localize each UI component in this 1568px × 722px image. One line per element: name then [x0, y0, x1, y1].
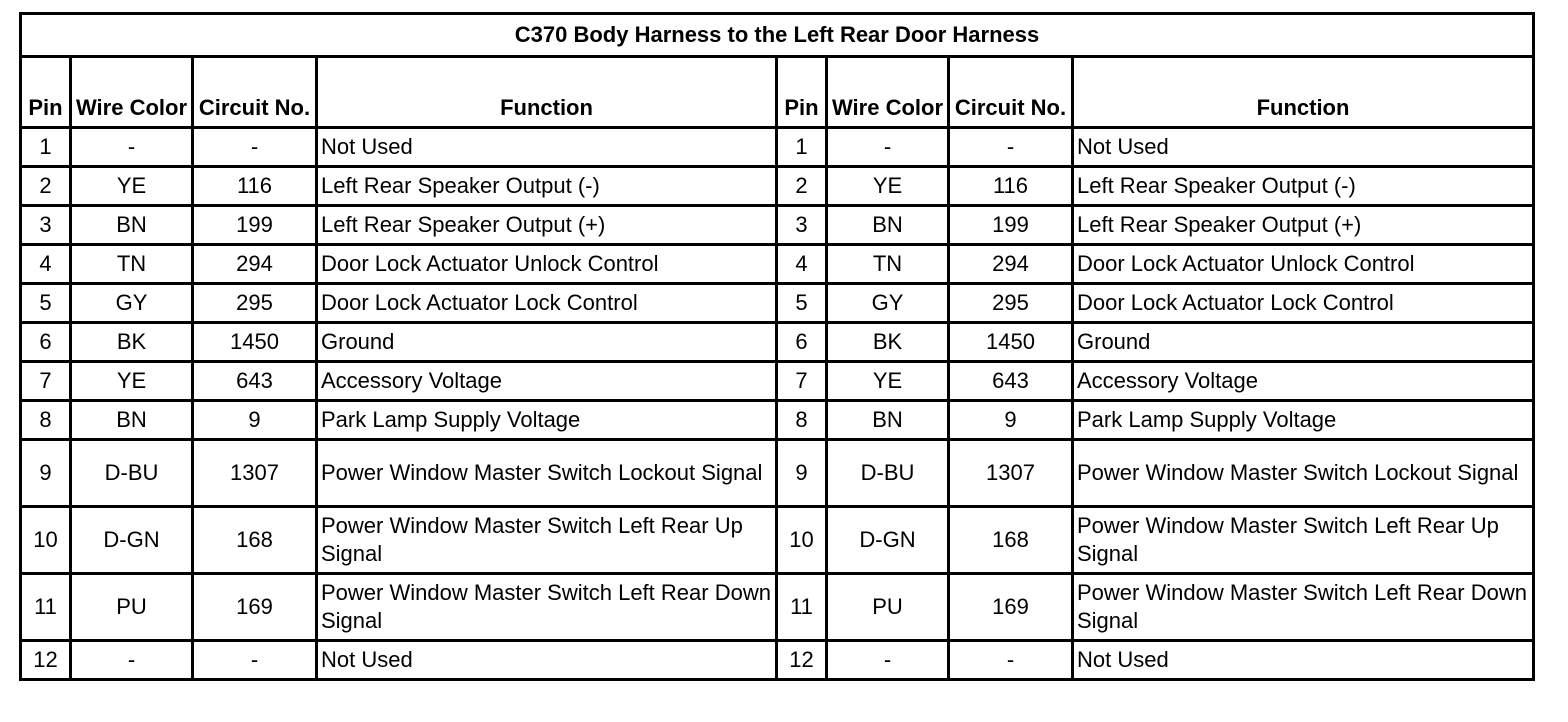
table-row	[21, 128, 1534, 167]
table-row	[21, 401, 1534, 440]
wire-color-cell: BN	[71, 206, 193, 245]
function-cell: Left Rear Speaker Output (+)	[1073, 206, 1534, 245]
pin-cell: 10	[21, 507, 71, 574]
circuit-cell: 168	[949, 507, 1073, 574]
circuit-cell: -	[949, 641, 1073, 680]
table-row	[21, 362, 1534, 401]
function-cell: Accessory Voltage	[1073, 362, 1534, 401]
pin-cell: 1	[777, 128, 827, 167]
circuit-cell: -	[949, 128, 1073, 167]
pin-cell: 5	[777, 284, 827, 323]
wire-color-cell: BN	[827, 401, 949, 440]
wire-color-cell: GY	[71, 284, 193, 323]
circuit-cell: 1450	[193, 323, 317, 362]
wire-color-cell: GY	[827, 284, 949, 323]
wire-color-cell: PU	[827, 574, 949, 641]
wire-color-cell: -	[71, 641, 193, 680]
pin-cell: 6	[777, 323, 827, 362]
header-wire-color: Wire Color	[827, 57, 949, 128]
wire-color-cell: YE	[827, 167, 949, 206]
circuit-cell: 294	[949, 245, 1073, 284]
table-row	[21, 206, 1534, 245]
circuit-cell: 9	[949, 401, 1073, 440]
column-header-row	[21, 57, 1534, 128]
wire-color-cell: -	[71, 128, 193, 167]
function-cell: Park Lamp Supply Voltage	[1073, 401, 1534, 440]
wire-color-cell: YE	[827, 362, 949, 401]
pin-cell: 3	[777, 206, 827, 245]
pin-cell: 7	[21, 362, 71, 401]
wire-color-cell: D-GN	[827, 507, 949, 574]
function-cell: Not Used	[317, 128, 777, 167]
pin-cell: 8	[777, 401, 827, 440]
pin-cell: 9	[777, 440, 827, 507]
function-cell: Ground	[1073, 323, 1534, 362]
table-row	[21, 167, 1534, 206]
header-function: Function	[1073, 57, 1534, 128]
pin-cell: 1	[21, 128, 71, 167]
wire-color-cell: BK	[71, 323, 193, 362]
wire-color-cell: TN	[71, 245, 193, 284]
pin-cell: 12	[21, 641, 71, 680]
circuit-cell: 1307	[949, 440, 1073, 507]
header-pin: Pin	[777, 57, 827, 128]
pin-cell: 12	[777, 641, 827, 680]
function-cell: Power Window Master Switch Lockout Signal	[317, 440, 777, 507]
wire-color-cell: D-BU	[71, 440, 193, 507]
circuit-cell: -	[193, 128, 317, 167]
function-cell: Ground	[317, 323, 777, 362]
function-cell: Park Lamp Supply Voltage	[317, 401, 777, 440]
wire-color-cell: PU	[71, 574, 193, 641]
table-row	[21, 440, 1534, 507]
wire-color-cell: YE	[71, 362, 193, 401]
function-cell: Door Lock Actuator Unlock Control	[1073, 245, 1534, 284]
function-cell: Power Window Master Switch Left Rear Up Signal	[1073, 507, 1534, 574]
connector-table-container	[19, 12, 1535, 681]
pin-cell: 2	[777, 167, 827, 206]
wire-color-cell: BK	[827, 323, 949, 362]
wire-color-cell: D-GN	[71, 507, 193, 574]
function-cell: Left Rear Speaker Output (+)	[317, 206, 777, 245]
header-function: Function	[317, 57, 777, 128]
wire-color-cell: -	[827, 128, 949, 167]
wire-color-cell: YE	[71, 167, 193, 206]
pin-cell: 2	[21, 167, 71, 206]
table-title: C370 Body Harness to the Left Rear Door Harness	[21, 14, 1534, 57]
function-cell: Left Rear Speaker Output (-)	[317, 167, 777, 206]
function-cell: Power Window Master Switch Left Rear Down Signal	[1073, 574, 1534, 641]
function-cell: Not Used	[317, 641, 777, 680]
pin-cell: 7	[777, 362, 827, 401]
pin-cell: 5	[21, 284, 71, 323]
header-wire-color: Wire Color	[71, 57, 193, 128]
header-circuit-no: Circuit No.	[193, 57, 317, 128]
pin-cell: 11	[777, 574, 827, 641]
circuit-cell: 199	[193, 206, 317, 245]
table-row	[21, 641, 1534, 680]
connector-pinout-table	[19, 12, 1535, 681]
circuit-cell: 643	[193, 362, 317, 401]
circuit-cell: 169	[949, 574, 1073, 641]
table-row	[21, 574, 1534, 641]
circuit-cell: 199	[949, 206, 1073, 245]
circuit-cell: 1307	[193, 440, 317, 507]
circuit-cell: 1450	[949, 323, 1073, 362]
circuit-cell: -	[193, 641, 317, 680]
circuit-cell: 116	[193, 167, 317, 206]
table-row	[21, 507, 1534, 574]
circuit-cell: 169	[193, 574, 317, 641]
wire-color-cell: BN	[827, 206, 949, 245]
circuit-cell: 295	[193, 284, 317, 323]
header-circuit-no: Circuit No.	[949, 57, 1073, 128]
pin-cell: 3	[21, 206, 71, 245]
wire-color-cell: TN	[827, 245, 949, 284]
table-row	[21, 245, 1534, 284]
function-cell: Not Used	[1073, 128, 1534, 167]
pin-cell: 4	[21, 245, 71, 284]
function-cell: Power Window Master Switch Left Rear Down Signal	[317, 574, 777, 641]
pin-cell: 8	[21, 401, 71, 440]
function-cell: Door Lock Actuator Unlock Control	[317, 245, 777, 284]
pin-cell: 6	[21, 323, 71, 362]
circuit-cell: 643	[949, 362, 1073, 401]
circuit-cell: 294	[193, 245, 317, 284]
circuit-cell: 295	[949, 284, 1073, 323]
wire-color-cell: D-BU	[827, 440, 949, 507]
function-cell: Not Used	[1073, 641, 1534, 680]
circuit-cell: 116	[949, 167, 1073, 206]
circuit-cell: 9	[193, 401, 317, 440]
circuit-cell: 168	[193, 507, 317, 574]
function-cell: Left Rear Speaker Output (-)	[1073, 167, 1534, 206]
pin-cell: 10	[777, 507, 827, 574]
header-pin: Pin	[21, 57, 71, 128]
function-cell: Door Lock Actuator Lock Control	[1073, 284, 1534, 323]
wire-color-cell: BN	[71, 401, 193, 440]
pin-cell: 9	[21, 440, 71, 507]
function-cell: Door Lock Actuator Lock Control	[317, 284, 777, 323]
pin-cell: 4	[777, 245, 827, 284]
function-cell: Power Window Master Switch Left Rear Up Signal	[317, 507, 777, 574]
table-row	[21, 323, 1534, 362]
wire-color-cell: -	[827, 641, 949, 680]
function-cell: Accessory Voltage	[317, 362, 777, 401]
function-cell: Power Window Master Switch Lockout Signal	[1073, 440, 1534, 507]
table-row	[21, 284, 1534, 323]
pin-cell: 11	[21, 574, 71, 641]
